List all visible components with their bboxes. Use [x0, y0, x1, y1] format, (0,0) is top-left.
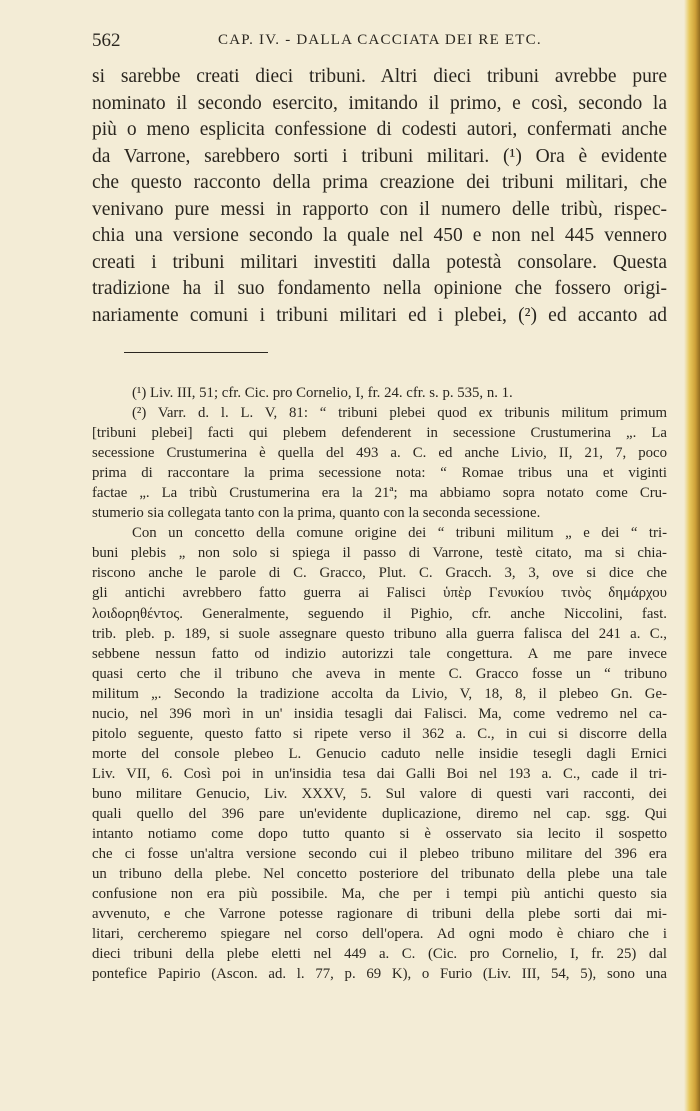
- footnote-line: nucio, nel 396 morì in un' insidia tesagli dai Falisci. Ma, come vedremo nel ca-: [92, 705, 667, 722]
- footnote-line: trib. pleb. p. 189, si suole assegnare questo tribuno alla guerra falisca del 241 a. C.,: [92, 625, 667, 642]
- text-line: nariamente comuni i tribuni militari ed i plebei, (²) ed accanto ad: [92, 304, 667, 326]
- footnote-line: stumerio sia collegata tanto con la prima, quanto con la seconda secessione.: [92, 505, 541, 522]
- footnote-line: (²) Varr. d. l. L. V, 81: “ tribuni plebei quod ex tribunis militum primum: [132, 405, 667, 422]
- footnote-line: secessione Crustumerina è quella del 493 a. C. ed anche Livio, II, 21, 7, poco: [92, 445, 667, 462]
- page-header: [92, 30, 667, 56]
- footnote-line: riscono anche le parole di C. Gracco, Plut. C. Gracch. 3, 3, ove si dice che: [92, 565, 667, 582]
- footnote-line: (¹) Liv. III, 51; cfr. Cic. pro Cornelio, I, fr. 24. cfr. s. p. 535, n. 1.: [132, 385, 513, 401]
- footnote-line: factae „. La tribù Crustumerina era la 21ª; ma abbiamo sopra notato come Cru-: [92, 485, 667, 502]
- footnote-line: pitolo seguente, questo fatto si ripete verso il 362 a. C., in cui si discorre della: [92, 725, 667, 742]
- running-title: CAP. IV. - DALLA CACCIATA DEI RE ETC.: [218, 32, 542, 48]
- footnote-line: pontefice Papirio (Ascon. ad. l. 77, p. 69 K), o Furio (Liv. III, 54, 5), sono una: [92, 966, 667, 983]
- footnote-line: [tribuni plebei] facti qui plebem defenderent in secessione Crustumerina „. La: [92, 425, 667, 442]
- footnote-line: quasi certo che il tribuno che aveva in mente C. Gracco fosse un “ tribuno: [92, 665, 667, 682]
- footnote-line: quali quello del 396 pare un'evidente duplicazione, diremo nel cap. sgg. Qui: [92, 805, 667, 822]
- footnote-line: confusione non era più possibile. Ma, che per i tempi più antichi questo sia: [92, 886, 667, 903]
- footnotes: [92, 383, 667, 984]
- footnote-line: Con un concetto della comune origine dei “ tribuni militum „ e dei “ tri-: [132, 525, 667, 542]
- footnote-line: prima di raccontare la prima secessione nota: “ Romae tribus una et viginti: [92, 465, 667, 482]
- text-line: si sarebbe creati dieci tribuni. Altri dieci tribuni avrebbe pure: [92, 66, 667, 87]
- footnote-line: buni plebis „ non solo si spiega il passo di Varrone, testè citato, ma si chia-: [92, 545, 667, 562]
- page-edge: [684, 0, 700, 1111]
- text-line: da Varrone, sarebbero sorti i tribuni militari. (¹) Ora è evidente: [92, 145, 667, 167]
- footnote-line: intanto notiamo come dopo tutto quanto si è osservato sia lecito il sospetto: [92, 826, 667, 843]
- text-line: creati i tribuni militari investiti dalla potestà consolare. Questa: [92, 251, 667, 273]
- footnote-line: militum „. Secondo la tradizione accolta da Livio, V, 18, 8, il plebeo Gn. Ge-: [92, 685, 667, 702]
- text-line: nominato il secondo esercito, imitando il primo, e così, secondo la: [92, 92, 667, 114]
- text-line: più o meno esplicita confessione di codesti autori, confermati anche: [92, 119, 667, 140]
- footnote-line: avvenuto, e che Varrone potesse ragionare di tribuni della plebe sorti dai mi-: [92, 906, 667, 923]
- footnote-line: Liv. VII, 6. Così poi in un'insidia tesa dai Galli Boi nel 193 a. C., cade il tri-: [92, 765, 667, 782]
- page-number: 562: [92, 30, 121, 51]
- footnote-separator: [124, 352, 268, 353]
- main-text: [92, 64, 667, 329]
- footnote-line: λοιδορηθέντος. Generalmente, seguendo il Pighio, cfr. anche Niccolini, fast.: [92, 605, 667, 622]
- footnote-line: che ci fosse un'altra versione secondo cui il plebeo tribuno militare del 396 era: [92, 846, 667, 863]
- footnote-line: sebbene nessun fatto od indizio autorizzi tale congettura. A me pare invece: [92, 645, 667, 662]
- footnote-line: un tribuno della plebe. Nel concetto posteriore del tribunato della plebe una tale: [92, 866, 667, 883]
- text-line: venivano pure messi in rapporto con il numero delle tribù, rispec-: [92, 198, 667, 220]
- footnote-line: dieci tribuni della plebe eletti nel 449 a. C. (Cic. pro Cornelio, I, fr. 25) dal: [92, 946, 667, 963]
- footnote-line: morte del console plebeo L. Genucio caduto nelle insidie tesegli dagli Ernici: [92, 745, 667, 762]
- footnote-line: litari, cercheremo spiegare nel corso dell'opera. Ad ogni modo è chiaro che i: [92, 926, 667, 943]
- text-line: chia una versione secondo la quale nel 450 e non nel 445 vennero: [92, 225, 667, 246]
- footnote-line: buno militare Genucio, Liv. XXXV, 5. Sul valore di questi vari racconti, dei: [92, 785, 667, 802]
- footnote-line: gli antichi avrebbero fatto guerra ai Falisci ὑπὲρ Γενυκίου τινὸς δημάρχου: [92, 585, 667, 602]
- text-line: che questo racconto della prima creazione dei tribuni militari, che: [92, 172, 667, 193]
- text-line: tradizione ha il suo fondamento nella opinione che fossero origi-: [92, 278, 667, 299]
